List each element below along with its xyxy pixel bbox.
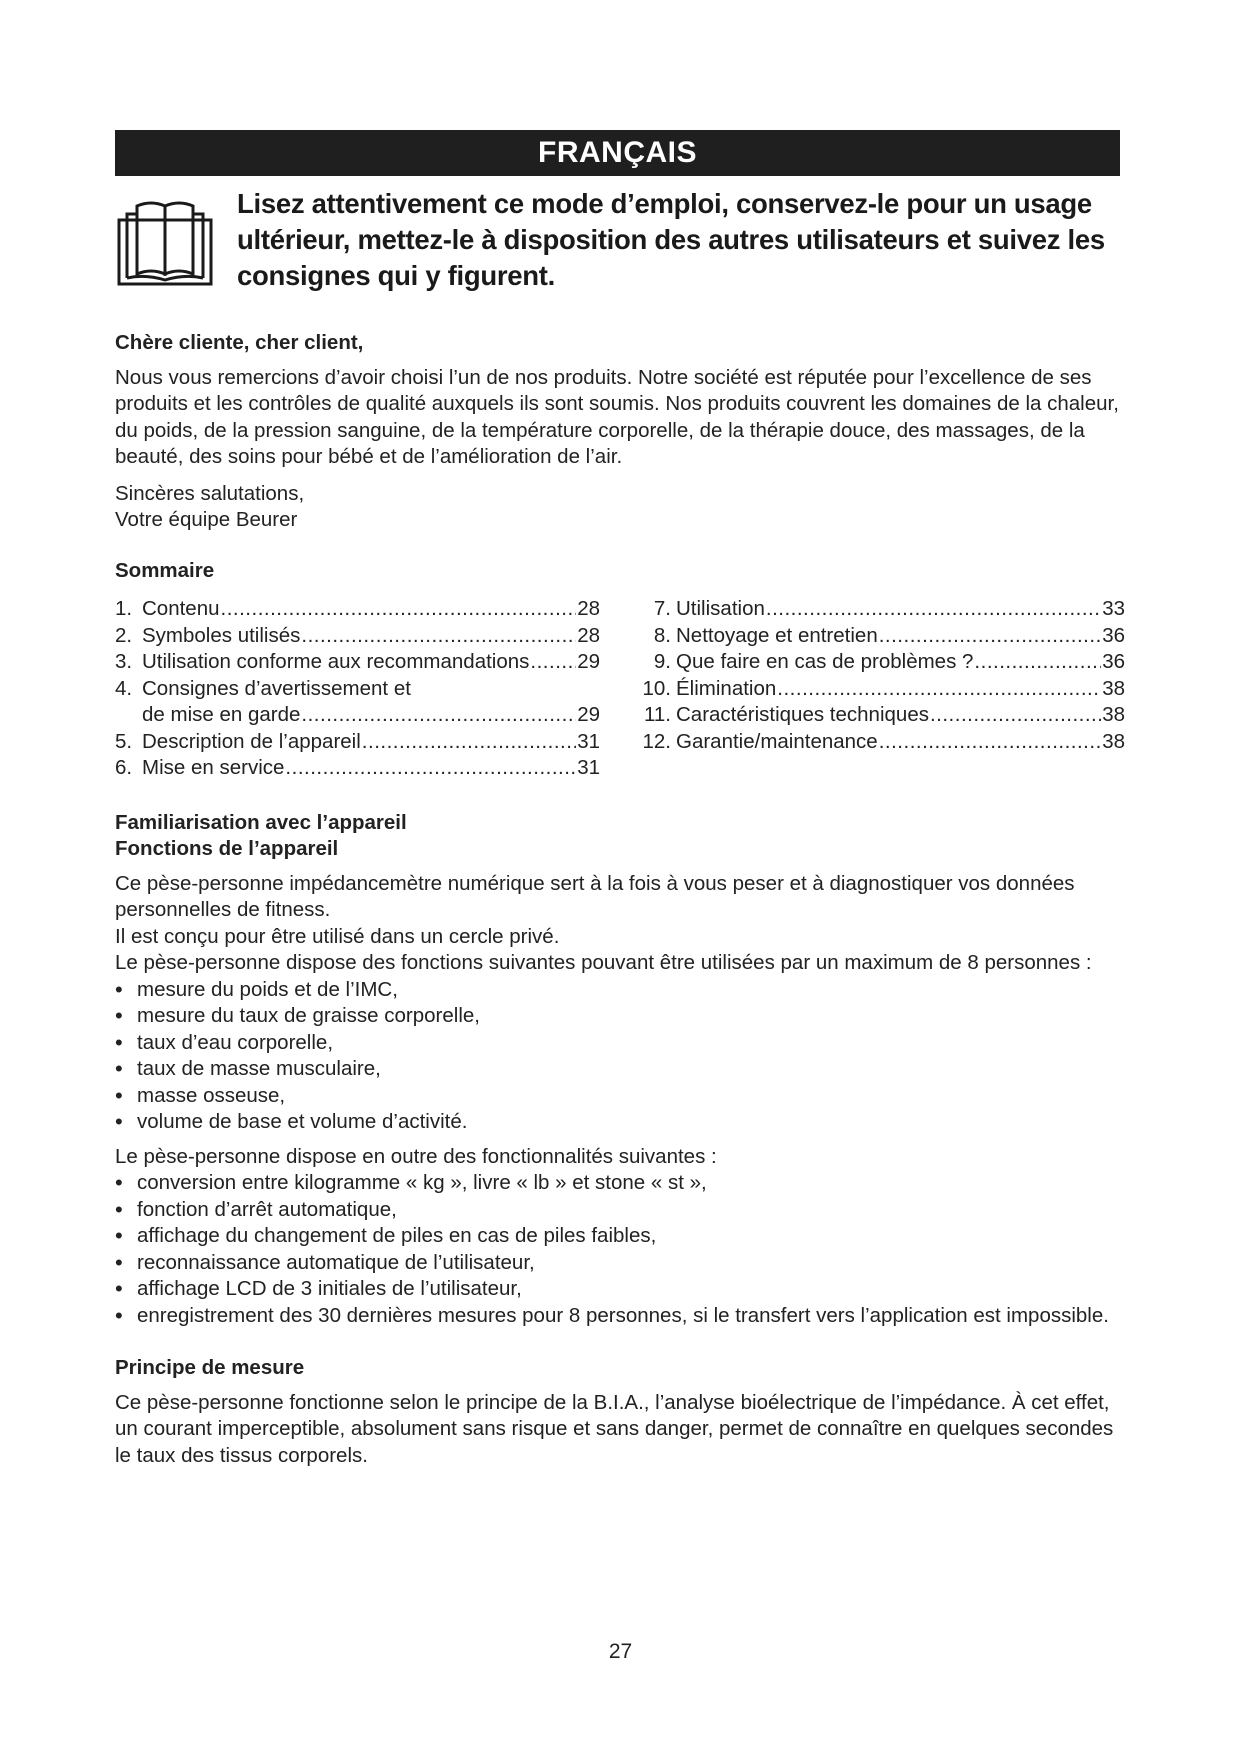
toc-item-label: Utilisation conforme aux recommandations <box>142 650 530 673</box>
functions-list <box>115 977 1125 1136</box>
toc-item-page: 36 <box>1102 650 1125 673</box>
list-item: • taux d’eau corporelle, <box>115 1030 1125 1057</box>
toc-item[interactable] <box>635 676 1125 703</box>
toc-item-number: 8. <box>653 623 671 647</box>
intro-notice <box>115 186 1125 294</box>
list-item: • masse osseuse, <box>115 1083 1125 1110</box>
list-item: • conversion entre kilogramme « kg », livre « lb » et stone « st », <box>115 1170 1125 1197</box>
toc-item-label: Nettoyage et entretien <box>676 623 878 647</box>
toc-leader-dots <box>974 649 1101 676</box>
toc-item-label: Description de l’appareil <box>142 729 361 753</box>
signoff-line-2: Votre équipe Beurer <box>115 508 298 531</box>
toc-item[interactable] <box>635 623 1125 650</box>
list-item: • mesure du poids et de l’IMC, <box>115 977 1125 1004</box>
toc-item-number: 4. <box>115 676 133 700</box>
toc-leader-dots <box>879 729 1101 756</box>
toc-item[interactable] <box>115 676 600 703</box>
list-item: • affichage du changement de piles en cas de piles faibles, <box>115 1223 1125 1250</box>
list-item: • mesure du taux de graisse corporelle, <box>115 1003 1125 1030</box>
toc-item[interactable] <box>115 755 600 782</box>
toc-leader-dots <box>879 623 1101 650</box>
toc-item-number: 7. <box>653 597 671 620</box>
toc-item-page: 38 <box>1102 729 1125 753</box>
toc-item[interactable] <box>115 596 600 623</box>
language-header <box>115 130 1120 176</box>
toc-item-continuation[interactable] <box>115 702 600 729</box>
toc-item-label: Symboles utilisés <box>142 623 301 647</box>
toc-leader-dots <box>301 623 576 650</box>
list-item: • affichage LCD de 3 initiales de l’utilisateur, <box>115 1276 1125 1303</box>
functions-intro: Ce pèse-personne impédancemètre numérique sert à la fois à vous peser et à diagnostiquer vos données personnelles de fitness. <box>115 871 1075 921</box>
toc-item-page: 38 <box>1102 703 1125 726</box>
list-item: • taux de masse musculaire, <box>115 1056 1125 1083</box>
principle-title: Principe de mesure <box>115 1356 305 1379</box>
book-icon <box>115 194 215 289</box>
toc-item-page: 28 <box>577 623 600 647</box>
toc-item[interactable] <box>115 729 600 756</box>
toc-leader-dots <box>930 702 1101 729</box>
greeting-title: Chère cliente, cher client, <box>115 331 364 354</box>
toc-item[interactable] <box>635 649 1125 676</box>
list-item: • enregistrement des 30 dernières mesures pour 8 personnes, si le transfert vers l’application est impossible. <box>115 1303 1125 1330</box>
toc-item-page: 38 <box>1102 676 1125 700</box>
toc-item-label: Contenu <box>142 597 220 620</box>
toc-item-label: Caractéristiques techniques <box>676 703 929 726</box>
toc-item-page: 33 <box>1102 597 1125 620</box>
toc-item-label: de mise en garde <box>142 703 301 726</box>
table-of-contents <box>115 596 1125 782</box>
toc-item-number: 12. <box>642 729 671 753</box>
toc-item-page: 29 <box>577 703 600 726</box>
toc-item-number: 11. <box>644 703 671 726</box>
toc-leader-dots <box>766 596 1101 623</box>
toc-leader-dots <box>777 676 1101 703</box>
toc-item-label: Élimination <box>676 676 777 700</box>
toc-leader-dots <box>362 729 576 756</box>
toc-item-number: 3. <box>115 650 133 673</box>
features-lead: Le pèse-personne dispose en outre des fonctionnalités suivantes : <box>115 1144 717 1168</box>
toc-item-page: 36 <box>1102 623 1125 647</box>
list-item: • volume de base et volume d’activité. <box>115 1109 1125 1136</box>
toc-leader-dots <box>301 702 576 729</box>
toc-item-page: 31 <box>577 756 600 779</box>
list-item: • reconnaissance automatique de l’utilisateur, <box>115 1250 1125 1277</box>
toc-leader-dots <box>530 649 576 676</box>
toc-item-number: 1. <box>115 597 133 620</box>
toc-column-left <box>115 596 600 782</box>
toc-item-page: 28 <box>577 597 600 620</box>
private-use-note: Il est conçu pour être utilisé dans un cercle privé. <box>115 924 560 948</box>
toc-item-label: Que faire en cas de problèmes ? <box>676 650 974 673</box>
toc-item[interactable] <box>115 649 600 676</box>
toc-item[interactable] <box>635 596 1125 623</box>
functions-lead: Le pèse-personne dispose des fonctions suivantes pouvant être utilisées par un maximum de 8 personnes : <box>115 951 1092 974</box>
intro-text: Lisez attentivement ce mode d’emploi, conservez-le pour un usage ultérieur, mettez-le à disposition des autres utilisateurs et suivez les consignes qui y figurent. <box>237 188 1105 291</box>
toc-item[interactable] <box>115 623 600 650</box>
familiarisation-title: Familiarisation avec l’appareil <box>115 810 407 834</box>
toc-item-page: 29 <box>577 650 600 673</box>
toc-item-number: 9. <box>653 650 671 673</box>
principle-body: Ce pèse-personne fonctionne selon le principe de la B.I.A., l’analyse bioélectrique de l’impédance. À cet effet, un courant imperceptible, absolument sans risque et sans danger, permet de connaître en quelques secondes le taux des tissus corporels. <box>115 1390 1114 1467</box>
toc-item[interactable] <box>635 702 1125 729</box>
document-body <box>115 330 1125 1469</box>
toc-title: Sommaire <box>115 558 215 582</box>
toc-item-number: 6. <box>115 756 133 779</box>
toc-item-label: Consignes d’avertissement et <box>142 676 411 700</box>
toc-leader-dots <box>221 596 577 623</box>
toc-item-number: 5. <box>115 729 133 753</box>
toc-item-number: 10. <box>642 676 671 700</box>
toc-item[interactable] <box>635 729 1125 756</box>
greeting-body: Nous vous remercions d’avoir choisi l’un de nos produits. Notre société est réputée pour l’excellence de ses produits et les contrôles de qualité auxquels ils sont soumis. Nos produits couvrent les domaines de la chaleur, du poids, de la pression sanguine, de la température corporelle, de la thérapie douce, des massages, de la beauté, des soins pour bébé et de l’amélioration de l’air. <box>115 365 1119 468</box>
page-number: 27 <box>608 1640 633 1663</box>
signoff-line-1: Sincères salutations, <box>115 481 305 505</box>
toc-item-label: Mise en service <box>142 756 285 779</box>
language-title: FRANÇAIS <box>538 136 697 169</box>
toc-column-right <box>635 596 1125 782</box>
toc-item-label: Garantie/maintenance <box>676 729 878 753</box>
features-list <box>115 1170 1125 1329</box>
toc-item-number: 2. <box>115 623 133 647</box>
toc-leader-dots <box>285 755 576 782</box>
toc-item-page: 31 <box>577 729 600 753</box>
functions-subtitle: Fonctions de l’appareil <box>115 837 339 860</box>
list-item: • fonction d’arrêt automatique, <box>115 1197 1125 1224</box>
toc-item-label: Utilisation <box>676 597 765 620</box>
